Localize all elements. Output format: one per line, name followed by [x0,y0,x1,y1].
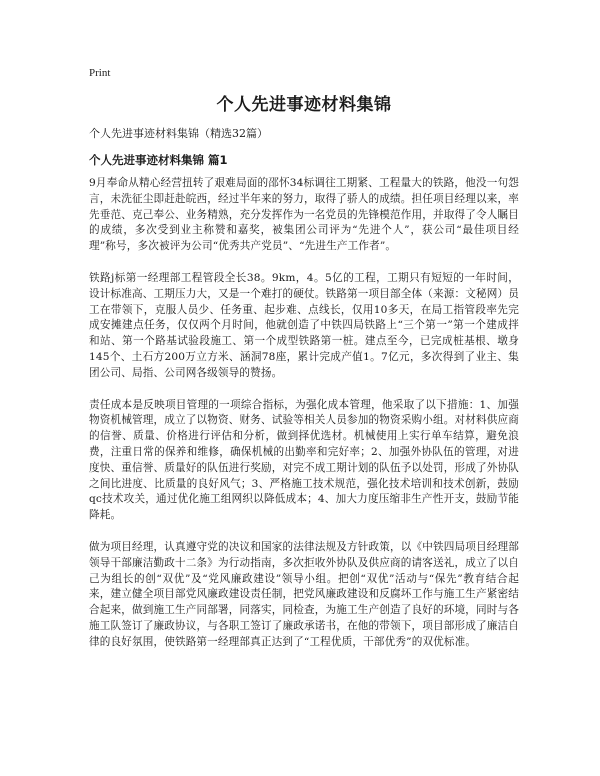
paragraph-1: 9月奉命从精心经营扭转了艰难局面的邵怀34标调往工期紧、工程量大的铁路，他没一句怨言，未洗征尘即赶赴皖西，经过半年来的努力，取得了骄人的成绩。担任项目经理以来，率先垂范、克己奉公、业务精熟，充分发挥作为一名党员的先锋模范作用，并取得了令人瞩目的成绩，多次受到业主称赞和嘉奖，被集团公司评为“先进个人”，获公司“最佳项目经理”称号，多次被评为公司“优秀共产党员”、“先进生产工作者”。 [89,177,519,253]
paragraph-4: 做为项目经理，认真遵守党的决议和国家的法律法规及方针政策，以《中铁四局项目经理部领导干部廉洁勤政十二条》为行动指南，多次拒收外协队及供应商的请客送礼，成立了以自己为组长的创“双优”及“党风廉政建设”领导小组。把创“双优”活动与“保先”教育结合起来，建立健全项目部党风廉政建设责任制，把党风廉政建设和反腐坏工作与施工生产紧密结合起来，做到施工生产同部署，同落实，同检查，为施工生产创造了良好的环境，同时与各施工队签订了廉政协议，与各职工签订了廉政承诺书，在他的带领下，项目部形成了廉洁自律的良好氛围，使铁路第一经理部真正达到了“工程优质，干部优秀”的双优标准。 [89,540,519,648]
document-title: 个人先进事迹材料集锦 [216,95,392,115]
print-link[interactable]: Print [89,67,111,79]
paragraph-3: 责任成本是反映项目管理的一项综合指标，为强化成本管理，他采取了以下措施：1、加强物资机械管理，成立了以物资、财务、试验等相关人员参加的物资采购小组。对材料供应商的信誉、质量、价格进行评估和分析，做到择优选材。机械使用上实行单车结算，避免浪费，注重日常的保养和维修，确保机械的出勤率和完好率；2、加强外协队伍的管理，对进度快、重信誉、质量好的队伍进行奖励，对完不成工期计划的队伍予以处罚，形成了外协队之间比进度、比质量的良好风气；3、严格施工技术规范，强化技术培训和技术创新，鼓励qc技术攻关，通过优化施工组网织以降低成本；4、加大力度压缩非生产性开支，鼓励节能降耗。 [89,398,519,522]
document-subtitle: 个人先进事迹材料集锦（精选32篇） [89,127,268,140]
section-heading: 个人先进事迹材料集锦 篇1 [89,153,228,167]
document-page [89,66,519,667]
paragraph-2: 铁路j标第一经理部工程管段全长38。9km，4。5亿的工程，工期只有短短的一年时间，设计标准高、工期压力大，又是一个难打的硬仗。铁路第一项目部全体（来源：文秘网）员工在带领下，克服人员少、任务重、起步难、点线长，仅用10多天，在局工指管段率先完成安摊建点任务，仅仅两个月时间，他就创造了中铁四局铁路上“三个第一”第一个建成拌和站、第一个路基试验段施工、第一个成型铁路第一桩。建点至今，已完成桩基根、墩身145个、土石方200万立方米、涵洞78座，累计完成产值1。7亿元，多次得到了业主、集团公司、局指、公司网各级领导的赞扬。 [89,271,519,379]
